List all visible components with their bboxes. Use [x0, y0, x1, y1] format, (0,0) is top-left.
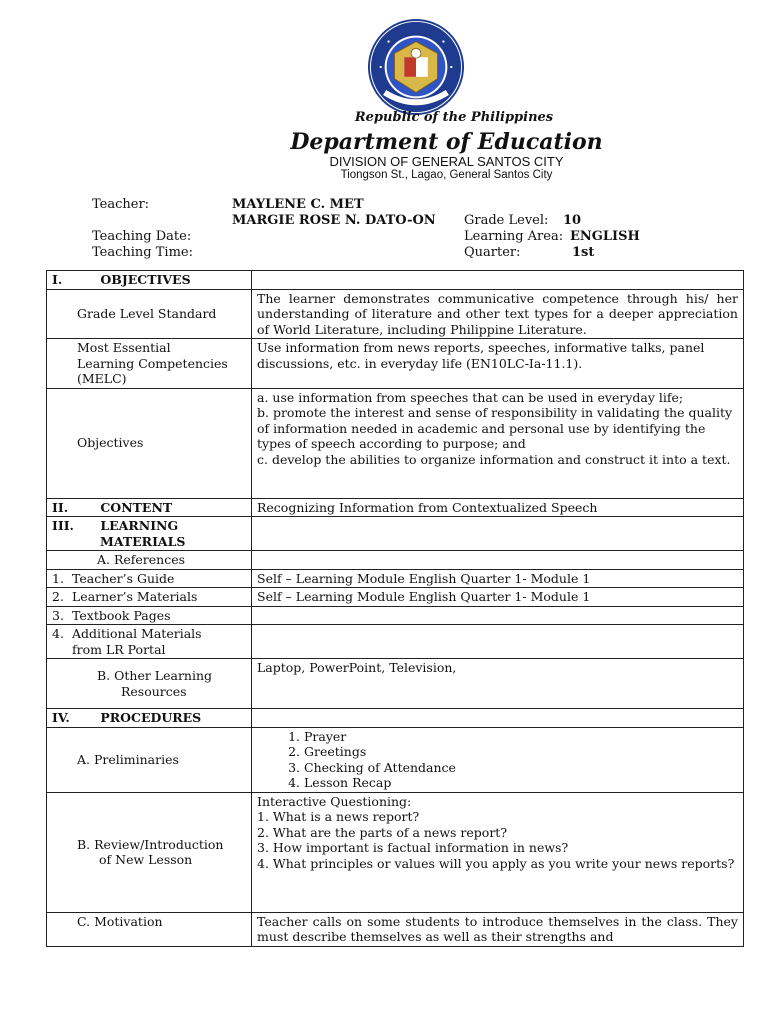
- teacher-label: Teacher:: [92, 197, 150, 212]
- preliminaries-label: A. Preliminaries: [47, 727, 252, 792]
- quarter-label: Quarter:: [464, 245, 521, 260]
- republic-heading: Republic of the Philippines: [354, 110, 554, 125]
- other-resources-label: B. Other Learning Resources: [47, 659, 252, 709]
- table-row: [47, 727, 744, 792]
- division-heading: DIVISION OF GENERAL SANTOS CITY: [329, 154, 564, 169]
- teaching-date-label: Teaching Date:: [92, 229, 192, 244]
- department-heading: Department of Education: [290, 129, 603, 155]
- learning-area-label: Learning Area:: [464, 229, 564, 244]
- motivation-label: C. Motivation: [47, 912, 252, 946]
- table-row: [47, 709, 744, 728]
- teachers-guide-label: 1. Teacher’s Guide: [47, 569, 252, 588]
- procedures-heading: IV. PROCEDURES: [47, 709, 252, 728]
- table-row: [47, 498, 744, 517]
- materials-heading: III. LEARNING MATERIALS: [47, 517, 252, 551]
- table-row: [47, 339, 744, 389]
- grade-level-value: 10: [563, 213, 582, 228]
- table-row: [47, 606, 744, 625]
- gls-label: Grade Level Standard: [47, 289, 252, 339]
- table-row: [47, 659, 744, 709]
- objectives-heading: I. OBJECTIVES: [47, 271, 252, 290]
- preliminaries-list: [252, 727, 744, 792]
- deped-seal-icon: [367, 18, 465, 116]
- teachers-guide-text: Self – Learning Module English Quarter 1- Module 1: [252, 569, 744, 588]
- quarter-value: 1st: [572, 245, 595, 260]
- review-label: B. Review/Introduction of New Lesson: [47, 792, 252, 912]
- learning-area-value: ENGLISH: [570, 229, 640, 244]
- motivation-text: Teacher calls on some students to introduce themselves in the class. They must describe themselves as well as their strengths and: [252, 912, 744, 946]
- textbook-pages-label: 3. Textbook Pages: [47, 606, 252, 625]
- objectives-text: a. use information from speeches that can be used in everyday life; b. promote the interest and sense of responsibility in validating the quality of information needed in academic and personal use by identifying the types of speech according to purpose; and c. develop the abilities to organize information and construct it into a text.: [252, 388, 744, 498]
- list-item: 1. Prayer: [304, 729, 738, 745]
- gls-text: The learner demonstrates communicative competence through his/ her understanding of literature and other text types for a deeper appreciation of World Literature, including Philippine Literature.: [252, 289, 744, 339]
- teacher-name-2: MARGIE ROSE N. DATO-ON: [232, 213, 436, 228]
- references-label: A. References: [47, 551, 252, 570]
- content-heading: II. CONTENT: [47, 498, 252, 517]
- table-row: [47, 625, 744, 659]
- table-row: [47, 517, 744, 551]
- melc-label: Most Essential Learning Competencies (MELC): [47, 339, 252, 389]
- teaching-time-label: Teaching Time:: [92, 245, 193, 260]
- content-text: Recognizing Information from Contextualized Speech: [252, 498, 744, 517]
- teacher-name-1: MAYLENE C. MET: [232, 197, 364, 212]
- review-text: Interactive Questioning: 1. What is a news report? 2. What are the parts of a news report? 3. How important is factual information in news? 4. What principles or values will you apply as you write your news reports?: [252, 792, 744, 912]
- list-item: 4. Lesson Recap: [304, 775, 738, 791]
- table-row: [47, 588, 744, 607]
- other-resources-text: Laptop, PowerPoint, Television,: [252, 659, 744, 709]
- grade-level-label: Grade Level:: [464, 213, 549, 228]
- additional-materials-label: 4. Additional Materials from LR Portal: [47, 625, 252, 659]
- table-row: [47, 792, 744, 912]
- table-row: [47, 289, 744, 339]
- table-row: [47, 388, 744, 498]
- melc-text: Use information from news reports, speeches, informative talks, panel discussions, etc. in everyday life (EN10LC-Ia-11.1).: [252, 339, 744, 389]
- objectives-label: Objectives: [47, 388, 252, 498]
- list-item: 2. Greetings: [304, 744, 738, 760]
- learners-materials-label: 2. Learner’s Materials: [47, 588, 252, 607]
- learners-materials-text: Self – Learning Module English Quarter 1- Module 1: [252, 588, 744, 607]
- table-row: [47, 569, 744, 588]
- table-row: [47, 271, 744, 290]
- table-row: [47, 551, 744, 570]
- table-row: [47, 912, 744, 946]
- lesson-plan-table: [46, 270, 744, 947]
- list-item: 3. Checking of Attendance: [304, 760, 738, 776]
- address-line: Tiongson St., Lagao, General Santos City: [340, 169, 553, 181]
